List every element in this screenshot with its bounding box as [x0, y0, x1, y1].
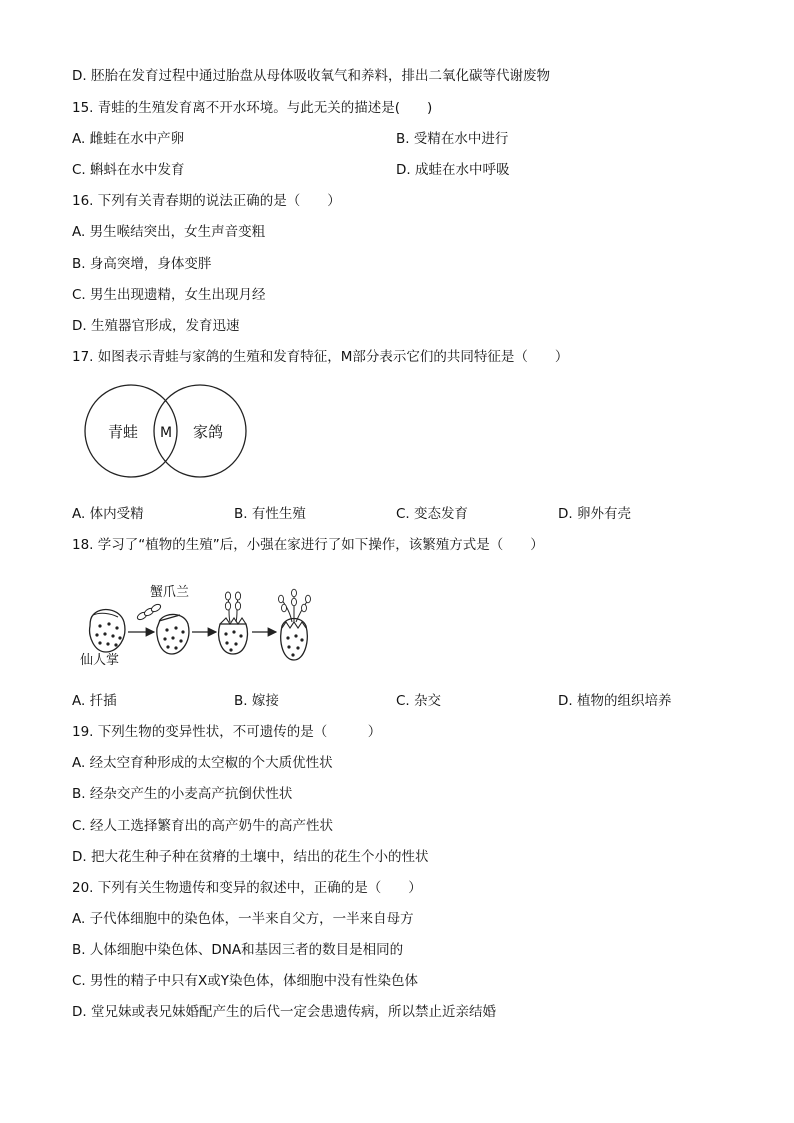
question-17: 17. 如图表示青蛙与家鸽的生殖和发育特征，M部分表示它们的共同特征是（ ）	[72, 349, 569, 365]
q17-option-a: A. 体内受精	[72, 506, 144, 522]
grown-graft-icon	[279, 589, 311, 660]
q20-option-a: A. 子代体细胞中的染色体，一半来自父方，一半来自母方	[72, 911, 414, 927]
q20-option-b: B. 人体细胞中染色体、DNA和基因三者的数目是相同的	[72, 942, 404, 958]
q16-option-b: B. 身高突增，身体变胖	[72, 256, 212, 272]
q15-option-d: D. 成蛙在水中呼吸	[396, 162, 510, 178]
question-15: 15. 青蛙的生殖发育离不开水环境。与此无关的描述是( )	[72, 100, 433, 116]
q15-option-c: C. 蝌蚪在水中发育	[72, 162, 185, 178]
q15-option-a: A. 雌蛙在水中产卵	[72, 131, 185, 147]
cactus-cut-icon	[157, 614, 189, 654]
q20-option-c: C. 男性的精子中只有X或Y染色体，体细胞中没有性染色体	[72, 973, 419, 989]
q18-option-c: C. 杂交	[396, 693, 442, 709]
q17-option-b: B. 有性生殖	[234, 506, 306, 522]
q19-option-a: A. 经太空育种形成的太空椒的个大质优性状	[72, 755, 333, 771]
q20-option-d: D. 堂兄妹或表兄妹婚配产生的后代一定会患遗传病，所以禁止近亲结婚	[72, 1004, 496, 1020]
question-18: 18. 学习了“植物的生殖”后，小强在家进行了如下操作，该繁殖方式是（ ）	[72, 537, 544, 553]
question-19: 19. 下列生物的变异性状，不可遗传的是（ ）	[72, 724, 382, 740]
q18-option-a: A. 扦插	[72, 693, 117, 709]
label-cactus: 仙人掌	[80, 653, 120, 668]
q16-option-c: C. 男生出现遗精，女生出现月经	[72, 287, 266, 303]
label-crab-claw-cactus: 蟹爪兰	[150, 585, 190, 600]
q18-option-b: B. 嫁接	[234, 693, 279, 709]
question-20: 20. 下列有关生物遗传和变异的叙述中，正确的是（ ）	[72, 880, 422, 896]
q19-option-c: C. 经人工选择繁育出的高产奶牛的高产性状	[72, 818, 334, 834]
grafted-cactus-icon	[219, 592, 248, 654]
question-16: 16. 下列有关青春期的说法正确的是（ ）	[72, 193, 341, 209]
q19-option-d: D. 把大花生种子种在贫瘠的土壤中，结出的花生个小的性状	[72, 849, 429, 865]
q16-option-a: A. 男生喉结突出，女生声音变粗	[72, 224, 266, 240]
q17-option-c: C. 变态发育	[396, 506, 469, 522]
q15-option-b: B. 受精在水中进行	[396, 131, 509, 147]
q18-option-d: D. 植物的组织培养	[558, 693, 672, 709]
q14-option-d: D. 胚胎在发育过程中通过胎盘从母体吸收氧气和养料，排出二氧化碳等代谢废物	[72, 68, 550, 84]
q17-option-d: D. 卵外有壳	[558, 506, 631, 522]
q19-option-b: B. 经杂交产生的小麦高产抗倒伏性状	[72, 786, 293, 802]
venn-label-frog: 青蛙	[107, 423, 139, 441]
q16-option-d: D. 生殖器官形成，发育迅速	[72, 318, 240, 334]
venn-label-m: M	[159, 425, 173, 441]
venn-diagram	[78, 382, 252, 480]
scion-cutting-icon	[136, 603, 162, 621]
venn-label-pigeon: 家鸽	[192, 423, 224, 441]
cactus-pad-icon	[90, 610, 125, 652]
